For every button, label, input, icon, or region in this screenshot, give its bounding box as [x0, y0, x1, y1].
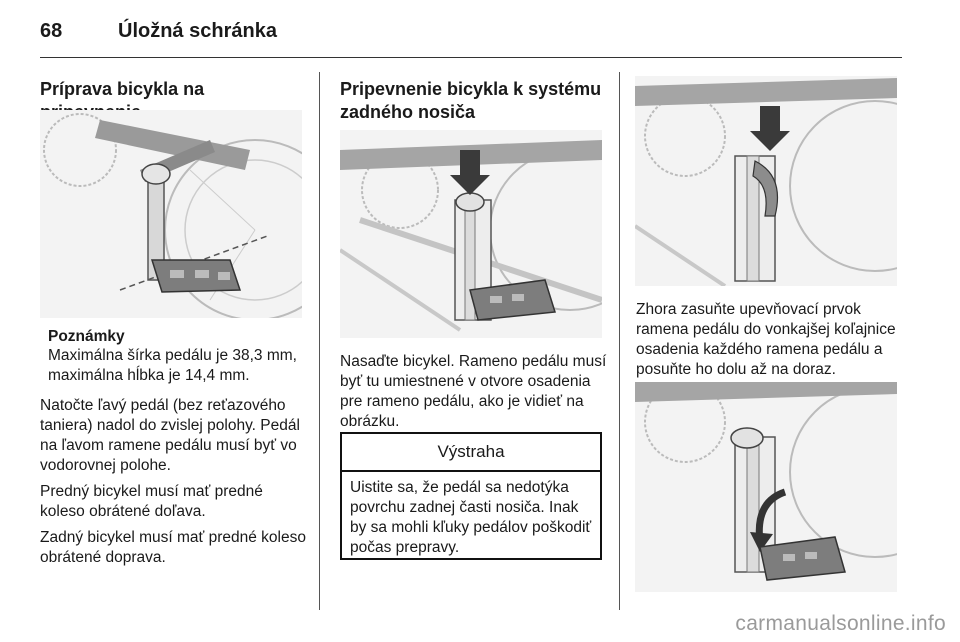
figure-pedal-position: [40, 110, 302, 318]
col1-body: [40, 396, 312, 574]
push-down-illustration: [635, 382, 897, 592]
figure-push-down: [635, 382, 897, 592]
bike-insert-illustration: [340, 130, 602, 338]
warning-text: Uistite sa, že pedál sa nedotýka povrchu zadnej časti nosiča. Inak by sa mohli kľuky pedálov poškodiť počas prepravy.: [350, 479, 592, 556]
figure-insert-pedal: [340, 130, 602, 338]
paragraph-front-bike: Predný bicykel musí mať predné koleso obrátené doľava.: [40, 483, 263, 520]
section-heading-attach: Pripevnenie bicykla k systému zadného nosiča: [340, 79, 602, 122]
paragraph-rotate-pedal: Natočte ľavý pedál (bez reťazového taniera) nadol do zvislej polohy. Pedál na ľavom ramene pedálu musí byť vo vodorovnej polohe.: [40, 397, 300, 474]
slide-in-illustration: [635, 76, 897, 286]
column-divider-2: [619, 72, 620, 610]
watermark: carmanualsonline.info: [735, 612, 946, 635]
col2-body-text: Nasaďte bicykel. Rameno pedálu musí byť tu umiestnené v otvore osadenia pre rameno pedálu, ako je vidieť na obrázku.: [340, 353, 607, 430]
note-text: Maximálna šírka pedálu je 38,3 mm, maximálna hĺbka je 14,4 mm.: [48, 347, 297, 384]
col3-body-text: Zhora zasuňte upevňovací prvok ramena pedálu do vonkajšej koľajnice osadenia každého ramena pedálu a posuňte ho dolu až na doraz.: [636, 301, 896, 378]
page-number: 68: [40, 20, 63, 42]
page-title: Úložná schránka: [118, 20, 277, 42]
page-header: [40, 20, 920, 46]
note-box: [48, 328, 313, 386]
section-heading-preparation: Príprava bicykla na: [40, 79, 205, 99]
column-divider-1: [319, 72, 320, 610]
paragraph-rear-bike: Zadný bicykel musí mať predné koleso obrátené doprava.: [40, 529, 306, 566]
note-title: Poznámky: [48, 328, 125, 345]
pedal-illustration: [40, 110, 302, 318]
figure-slide-in: [635, 76, 897, 286]
header-rule: [40, 57, 902, 58]
warning-box: [340, 432, 602, 560]
warning-title: Výstraha: [342, 434, 600, 472]
